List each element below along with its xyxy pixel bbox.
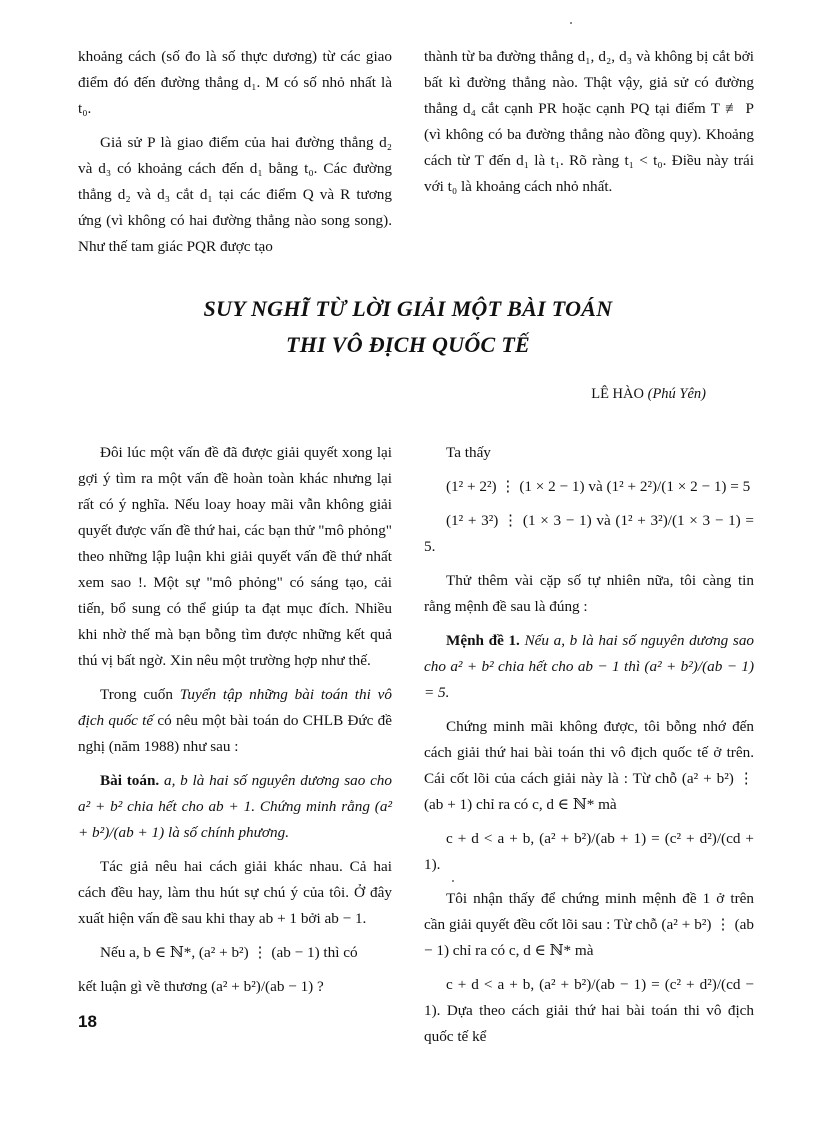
problem-text: a, b là hai số nguyên dương sao cho a² + b² chia hết cho ab + 1. Chứng minh rằng (a² + b²)/(ab + 1) là số chính phương. xyxy=(78,772,392,841)
paragraph: Chứng minh mãi không được, tôi bỗng nhớ đến cách giải thứ hai bài toán thi vô địch quốc tế ở trên. Cái cốt lõi của cách giải này là : Từ chỗ (a² + b²) ⋮ (ab + 1) chỉ ra có c, d ∈ ℕ* mà xyxy=(424,718,754,813)
proposition xyxy=(424,628,754,706)
paragraph: Tác giả nêu hai cách giải khác nhau. Cả hai cách đều hay, làm thu hút sự chú ý của tôi. Ở đây xuất hiện vấn đề sau khi thay ab + 1 bởi ab − 1. xyxy=(78,858,392,927)
equation: c + d < a + b, (a² + b²)/(ab + 1) = (c² + d²)/(cd + 1). xyxy=(424,830,754,873)
paragraph: kết luận gì về thương (a² + b²)/(ab − 1) ? xyxy=(78,978,324,995)
equation: (1² + 3²) ⋮ (1 × 3 − 1) và (1² + 3²)/(1 × 3 − 1) = 5. xyxy=(424,512,754,555)
author-line xyxy=(591,386,706,403)
top-left-column xyxy=(78,44,392,268)
article-title-line-1: SUY NGHĨ TỪ LỜI GIẢI MỘT BÀI TOÁN xyxy=(203,296,613,321)
paragraph: Đôi lúc một vấn đề đã được giải quyết xong lại gợi ý tìm ra một vấn đề hoàn toàn khác nhưng lại rất có ý nghĩa. Nếu loay hoay mãi vẫn không giải quyết được vấn đề thứ hai, các bạn thử "mô phỏng" theo những lập luận khi giải quyết vấn đề thứ nhất xem sao !. Một sự "mô phỏng" có sáng tạo, cải tiến, bổ sung có thể giúp ta đạt mục đích. Nhiều khi nhờ thế mà bạn bỗng tìm được những kết quả thú vị bất ngờ. Xin nêu một trường hợp như thế. xyxy=(78,444,392,669)
bottom-left-column xyxy=(78,440,392,1008)
paragraph: Ta thấy xyxy=(446,444,491,461)
paragraph: Giả sử P là giao điểm của hai đường thẳng d₂ và d₃ có khoảng cách đến d₁ bằng t₀. Các đường thẳng d₂ và d₃ cắt d₁ tại các điểm Q và R tương ứng (vì không có hai đường thẳng nào song song). Như thế tam giác PQR được tạo xyxy=(78,134,392,255)
problem-statement xyxy=(78,768,392,846)
paragraph: Tôi nhận thấy để chứng minh mệnh đề 1 ở trên cần giải quyết đều cốt lõi sau : Từ chỗ (a² + b²) ⋮ (ab − 1) chỉ ra có c, d ∈ ℕ* mà xyxy=(424,890,754,959)
paragraph: khoảng cách (số đo là số thực dương) từ các giao điểm đó đến đường thẳng d₁. M có số nhỏ nhất là t₀. xyxy=(78,48,392,117)
text-run: có nêu một bài toán do CHLB Đức đề nghị (năm 1988) như sau : xyxy=(78,712,392,755)
equation: (1² + 2²) ⋮ (1 × 2 − 1) và (1² + 2²)/(1 × 2 − 1) = 5 xyxy=(446,478,751,495)
author-name: LÊ HÀO xyxy=(591,386,644,402)
proposition-label: Mệnh đề 1. xyxy=(446,632,520,649)
paragraph: thành từ ba đường thẳng d₁, d₂, d₃ và không bị cắt bởi bất kì đường thẳng nào. Thật vậy, giả sử có đường thẳng d₄ cắt cạnh PR hoặc cạnh PQ tại điểm T ≢ P (vì không có ba đường thẳng nào đồng quy). Khoảng cách từ T đến d₁ là t₁. Rõ ràng t₁ < t₀. Điều này trái với t₀ là khoảng cách nhỏ nhất. xyxy=(424,48,754,195)
scan-speck xyxy=(452,880,454,882)
paragraph: Nếu a, b ∈ ℕ*, (a² + b²) ⋮ (ab − 1) thì có xyxy=(100,944,358,961)
bottom-right-column xyxy=(424,440,754,1058)
top-right-column xyxy=(424,44,754,208)
scan-speck xyxy=(570,22,572,24)
book-title: Tuyển tập những bài toán thi vô địch quốc tế xyxy=(78,686,392,729)
equation: c + d < a + b, (a² + b²)/(ab − 1) = (c² + d²)/(cd − 1). Dựa theo cách giải thứ hai bài toán thi vô địch quốc tế kể xyxy=(424,976,754,1045)
article-title-line-2: THI VÔ ĐỊCH QUỐC TẾ xyxy=(285,332,531,357)
author-place: (Phú Yên) xyxy=(647,386,706,402)
page-number: 18 xyxy=(78,1012,97,1031)
problem-label: Bài toán. xyxy=(100,772,160,789)
text-run: Trong cuốn xyxy=(100,686,180,703)
proposition-text: Nếu a, b là hai số nguyên dương sao cho a² + b² chia hết cho ab − 1 thì (a² + b²)/(ab − 1) = 5. xyxy=(424,632,755,701)
paragraph xyxy=(78,682,392,760)
paragraph: Thử thêm vài cặp số tự nhiên nữa, tôi càng tin rằng mệnh đề sau là đúng : xyxy=(424,572,754,615)
